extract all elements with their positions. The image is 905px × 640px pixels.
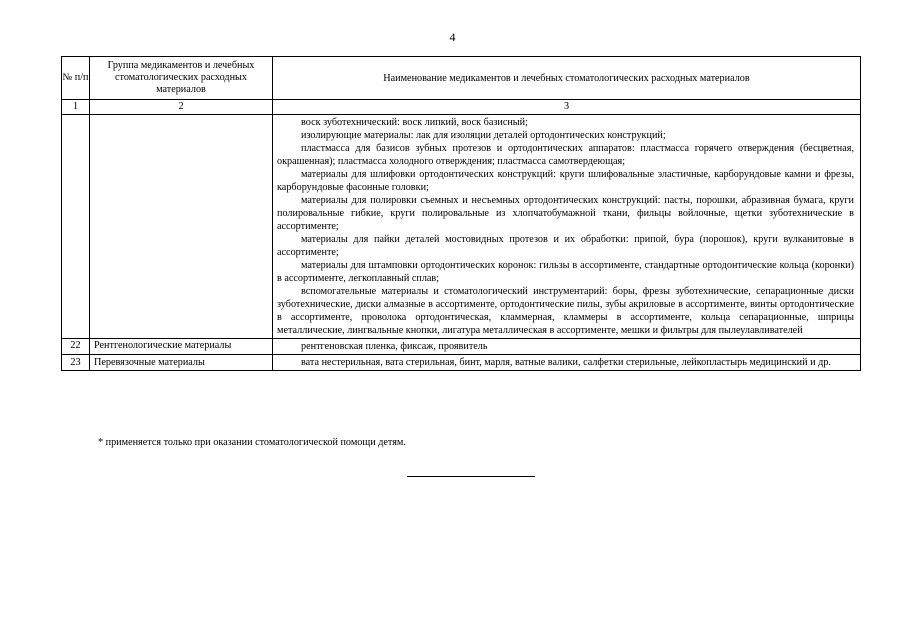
material-paragraph: вата нестерильная, вата стерильная, бинт, марля, ватные валики, салфетки стерильные, лейкопластырь медицинский и др. (301, 357, 831, 368)
column-numbers-row (62, 100, 861, 115)
materials-table (61, 56, 861, 371)
row-num: 22 (62, 339, 90, 355)
material-paragraph: материалы для штамповки ортодонтических коронок: гильзы в ассортименте, стандартные ортодонтические кольца (коронки) в ассортименте, легкоплавный сплав; (277, 260, 854, 284)
table-row-continued (62, 115, 861, 339)
row-name-cell (273, 115, 861, 339)
col-number-3: 3 (273, 100, 861, 115)
material-paragraph: рентгеновская пленка, фиксаж, проявитель (301, 341, 488, 352)
row-group: Рентгенологические материалы (90, 339, 273, 355)
table-header-row (62, 57, 861, 100)
row-group: Перевязочные материалы (90, 355, 273, 371)
material-paragraph: пластмасса для базисов зубных протезов и ортодонтических аппаратов: пластмасса горячего отверждения (бесцветная, окрашенная); пластмасса холодного отверждения; пластмасса самотвердеющая; (277, 143, 854, 167)
header-group: Группа медикаментов и лечебных стоматологических расходных материалов (90, 57, 273, 100)
row-name (273, 339, 861, 355)
material-paragraph: воск зуботехнический: воск липкий, воск базисный; (301, 117, 528, 128)
row-group-cell (90, 115, 273, 339)
table-row (62, 355, 861, 371)
footnote: * применяется только при оказании стоматологической помощи детям. (98, 437, 406, 448)
header-name: Наименование медикаментов и лечебных стоматологических расходных материалов (273, 57, 861, 100)
material-paragraph: изолирующие материалы: лак для изоляции деталей ортодонтических конструкций; (301, 130, 666, 141)
row-name (273, 355, 861, 371)
material-paragraph: материалы для шлифовки ортодонтических конструкций: круги шлифовальные эластичные, карборундовые камни и фрезы, карборундовые фасонные головки; (277, 169, 854, 193)
col-number-1: 1 (62, 100, 90, 115)
table-row (62, 339, 861, 355)
material-paragraph: вспомогательные материалы и стоматологический инструментарий: боры, фрезы зуботехнические, сепарационные диски зуботехнические, диски алмазные в ассортименте, ортодонтические пилы, зубы акриловые в ассортименте, винты ортодонтические в ассортименте, проволока ортодонтическая, кламмерная, кламмеры в ассортименте, кольца сепарационные, шприцы металлические, лингвальные кнопки, лигатура металлическая в ассортименте, мешки и фильтры для пылеулавливателей (277, 286, 854, 336)
material-paragraph: материалы для пайки деталей мостовидных протезов и их обработки: припой, бура (порошок), круги вулканитовые в ассортименте; (277, 234, 854, 258)
row-num: 23 (62, 355, 90, 371)
row-num-cell (62, 115, 90, 339)
header-num: № п/п (62, 57, 90, 100)
material-paragraph: материалы для полировки съемных и несъемных ортодонтических конструкций: пасты, порошки, абразивная бумага, круги полировальные гибкие, круги полировальные из хлопчатобумажной ткани, фильцы войлочные, щетки зуботехнические в ассортименте; (277, 195, 854, 232)
page-number: 4 (449, 30, 456, 44)
col-number-2: 2 (90, 100, 273, 115)
end-divider (407, 476, 535, 477)
